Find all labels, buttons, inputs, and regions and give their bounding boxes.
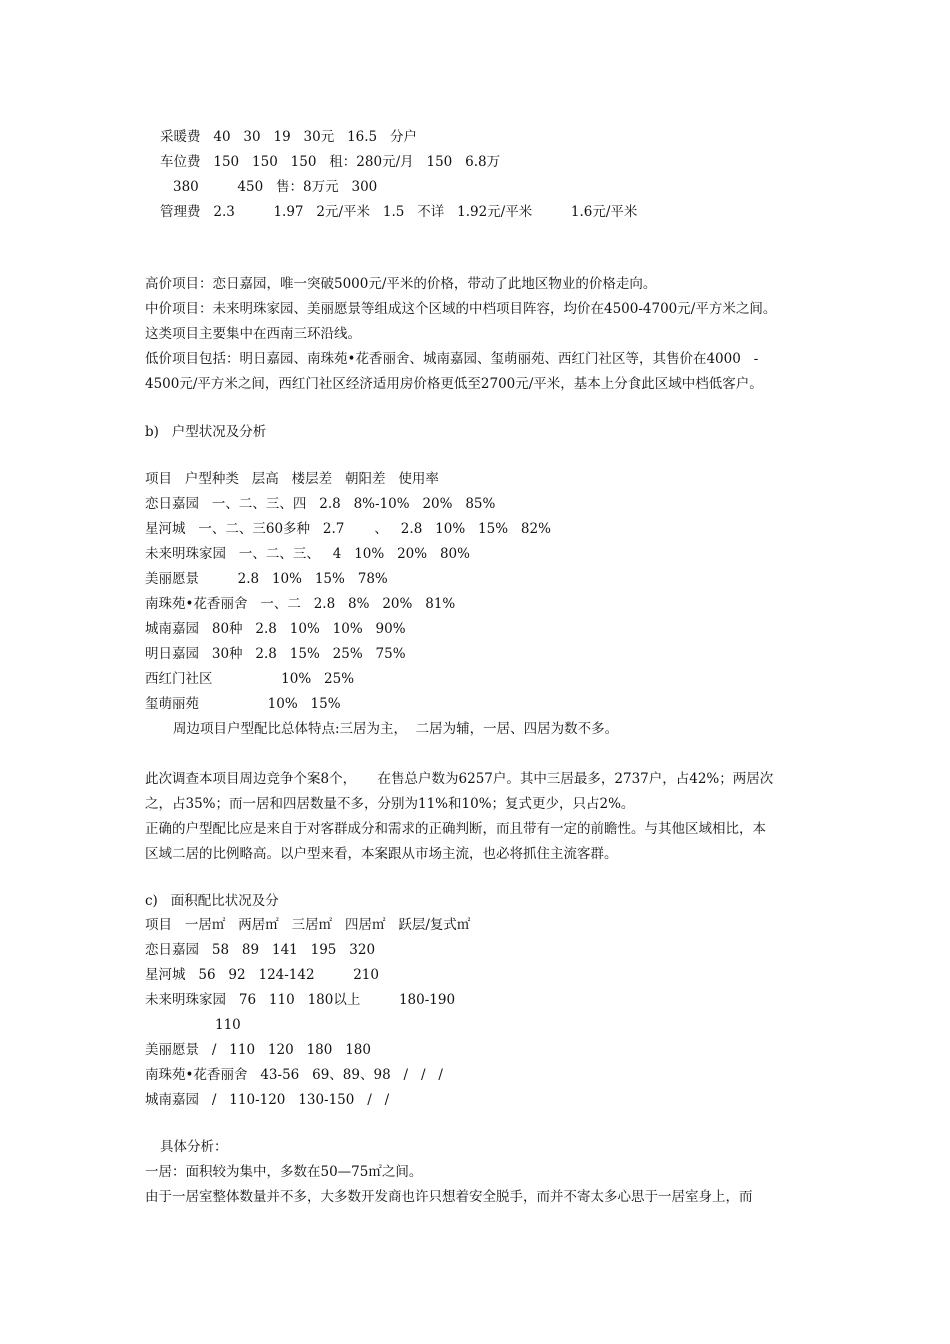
unit-type-row: 未来明珠家园 一、二、三、 4 10% 20% 80% (145, 546, 470, 562)
area-row: 星河城 56 92 124-142 210 (145, 967, 379, 983)
section-b-heading: b) 户型状况及分析 (145, 424, 267, 440)
unit-type-row: 明日嘉园 30种 2.8 15% 25% 75% (145, 646, 406, 662)
price-line: 中价项目：未来明珠家园、美丽愿景等组成这个区域的中档项目阵容，均价在4500-4700元/平方米之间。 (145, 301, 777, 317)
fee-line: 车位费 150 150 150 租：280元/月 150 6.8万 (160, 154, 501, 170)
analysis-paragraph-line: 正确的户型配比应是来自于对客群成分和需求的正确判断，而且带有一定的前瞻性。与其他区域相比，本 (145, 821, 766, 837)
area-row: 110 (215, 1017, 241, 1033)
unit-type-row: 南珠苑•花香丽舍 一、二 2.8 8% 20% 81% (145, 596, 456, 612)
unit-type-row: 西红门社区 10% 25% (145, 671, 355, 687)
analysis-paragraph-line: 此次调查本项目周边竞争个案8个， 在售总户数为6257户。其中三居最多，2737户，占42%；两居次 (145, 771, 774, 787)
price-line: 高价项目：恋日嘉园，唯一突破5000元/平米的价格，带动了此地区物业的价格走向。 (145, 276, 657, 292)
unit-type-row: 项目 户型种类 层高 楼层差 朝阳差 使用率 (145, 471, 439, 487)
analysis-line: 一居：面积较为集中，多数在50—75㎡之间。 (145, 1164, 423, 1180)
price-line: 低价项目包括：明日嘉园、南珠苑•花香丽舍、城南嘉园、玺萌丽苑、西红门社区等，其售价在4000 - (145, 351, 759, 367)
analysis-paragraph-line: 区域二居的比例略高。以户型来看，本案跟从市场主流，也必将抓住主流客群。 (145, 846, 618, 862)
area-row: 城南嘉园 / 110-120 130-150 / / (145, 1092, 390, 1108)
section-c-heading: c) 面积配比状况及分 (145, 893, 279, 909)
area-row: 美丽愿景 / 110 120 180 180 (145, 1042, 371, 1058)
area-row: 恋日嘉园 58 89 141 195 320 (145, 942, 376, 958)
fee-line: 采暖费 40 30 19 30元 16.5 分户 (160, 129, 418, 145)
unit-type-row: 美丽愿景 2.8 10% 15% 78% (145, 571, 388, 587)
price-line: 4500元/平方米之间，西红门社区经济适用房价格更低至2700元/平米，基本上分食此区域中档低客户。 (145, 376, 763, 392)
area-row: 项目 一居㎡ 两居㎡ 三居㎡ 四居㎡ 跃层/复式㎡ (145, 917, 471, 933)
fee-line: 管理费 2.3 1.97 2元/平米 1.5 不详 1.92元/平米 1.6元/平米 (160, 204, 638, 220)
unit-type-summary: 周边项目户型配比总体特点:三居为主， 二居为辅，一居、四居为数不多。 (173, 721, 619, 737)
fee-line: 380 450 售：8万元 300 (173, 179, 378, 195)
unit-type-row: 城南嘉园 80种 2.8 10% 10% 90% (145, 621, 406, 637)
analysis-paragraph-line: 之，占35%；而一居和四居数量不多，分别为11%和10%；复式更少，只占2%。 (145, 796, 635, 812)
analysis-line: 由于一居室整体数量并不多，大多数开发商也许只想着安全脱手，而并不寄太多心思于一居室身上，而 (145, 1189, 753, 1205)
unit-type-row: 玺萌丽苑 10% 15% (145, 696, 341, 712)
analysis-heading: 具体分析： (160, 1139, 228, 1155)
area-row: 未来明珠家园 76 110 180以上 180-190 (145, 992, 456, 1008)
unit-type-row: 恋日嘉园 一、二、三、四 2.8 8%-10% 20% 85% (145, 496, 496, 512)
price-line: 这类项目主要集中在西南三环沿线。 (145, 326, 361, 342)
area-row: 南珠苑•花香丽舍 43-56 69、89、98 / / / (145, 1067, 443, 1083)
unit-type-row: 星河城 一、二、三60多种 2.7 、 2.8 10% 15% 82% (145, 521, 551, 537)
